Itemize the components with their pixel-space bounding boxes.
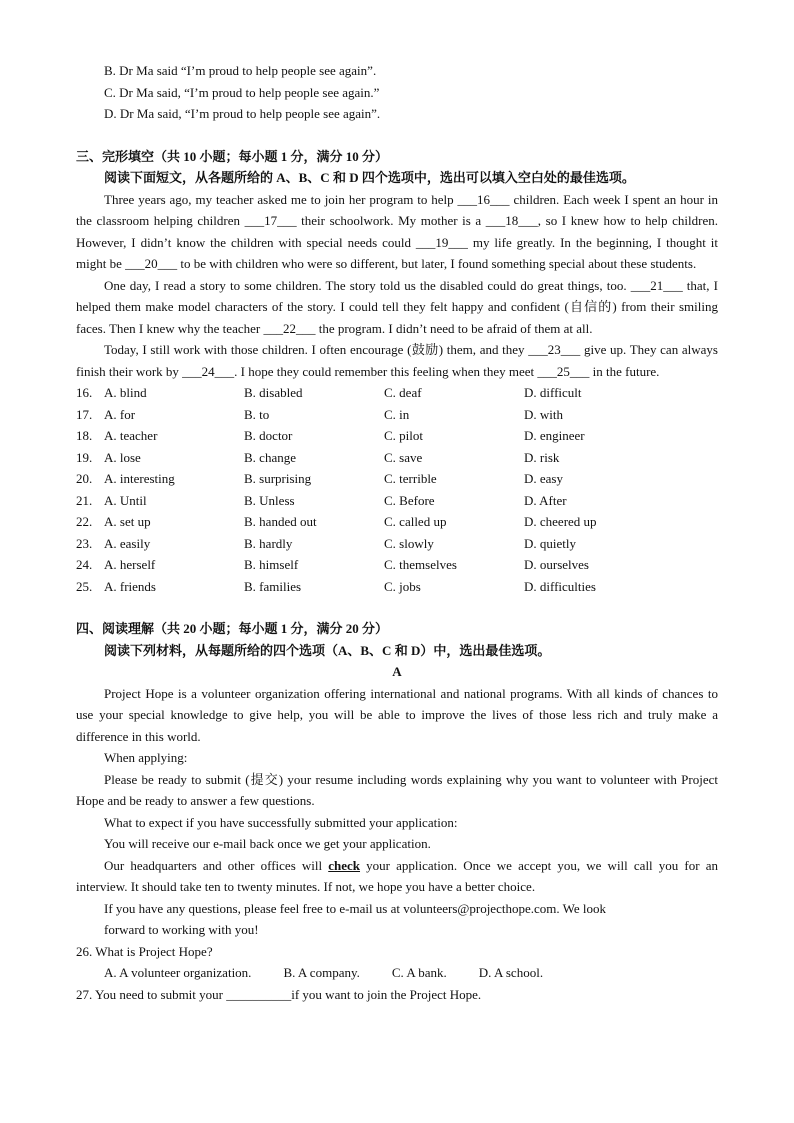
check-after: your application. Once we accept you, we will call you for an interview. It should take ten to twenty minutes. If not, we hope you have a better choice. — [76, 857, 718, 894]
question-number: 18. — [76, 428, 93, 443]
question-number: 23. — [76, 535, 93, 551]
question-number: 25. — [76, 578, 93, 594]
reading-instruction: 阅读下列材料，从每题所给的四个选项（A、B、C 和 D）中，选出最佳选项。 — [104, 642, 551, 658]
option-b: B. handed out — [244, 514, 317, 529]
option-a: A. interesting — [104, 471, 175, 486]
question-number: 19. — [76, 449, 93, 465]
option-a: A. Until — [104, 492, 147, 508]
cloze-section — [76, 146, 718, 598]
option-c: C. Dr Ma said, “I’m proud to help people see again.” — [104, 84, 380, 100]
option-b: B. disabled — [244, 385, 303, 400]
option-row — [76, 576, 718, 598]
cloze-instruction: 阅读下面短文，从各题所给的 A、B、C 和 D 四个选项中，选出可以填入空白处的最佳选项。 — [104, 170, 635, 185]
option-c: C. jobs — [384, 578, 421, 594]
option-b: B. surprising — [244, 471, 312, 486]
reading-section — [76, 618, 718, 1005]
question-number: 20. — [76, 471, 93, 486]
question-number: 17. — [76, 406, 93, 422]
option-b: B. to — [244, 406, 270, 422]
passage-intro: Project Hope is a volunteer organization offering international and national programs. With all kinds of chances to use your special knowledge to give help, you will be able to improve the lives of those less rich and truly make a difference in this world. — [76, 685, 718, 744]
option-b: B. himself — [244, 557, 299, 572]
q26-option-c: C. A bank. — [391, 965, 447, 980]
passage-a — [76, 683, 718, 941]
check-before: Our headquarters and other offices will — [104, 857, 329, 873]
q27-text-after: if you want to join the Project Hope. — [291, 986, 482, 1002]
question-26-options — [76, 962, 718, 984]
option-row — [76, 447, 718, 469]
option-c: C. pilot — [384, 428, 424, 443]
passage-receive: You will receive our e-mail back once we get your application. — [104, 836, 431, 851]
question-number: 22. — [76, 514, 93, 529]
cloze-paragraph: Three years ago, my teacher asked me to join her program to help ___16___ children. Each week I spent an hour in the classroom helping children ___17___ their schoolwork. My mother is a ___18___, so I knew how to help children. However, I didn’t know the children with special needs could ___19___ my life greatly. In the beginning, I thought it might be ___20___ to be with children who were so different, but later, I found something special about these students. — [76, 191, 718, 271]
option-a: A. lose — [104, 449, 141, 465]
option-d: D. difficulties — [524, 578, 596, 594]
option-d: D. easy — [524, 471, 563, 486]
passage-check — [76, 855, 718, 898]
question-number: 21. — [76, 492, 93, 508]
option-b: B. change — [244, 449, 296, 465]
cloze-heading: 三、完形填空（共 10 小题；每小题 1 分，满分 10 分） — [76, 148, 389, 164]
option-row — [76, 425, 718, 447]
option-d: D. difficult — [524, 385, 582, 400]
option-d: D. quietly — [524, 535, 576, 551]
option-b: B. families — [244, 578, 302, 594]
option-c: C. in — [384, 406, 410, 422]
option-c: C. save — [384, 449, 423, 465]
option-d: D. Dr Ma said, “I’m proud to help people see again”. — [104, 106, 381, 121]
cloze-options-table — [76, 382, 718, 597]
option-b: B. doctor — [244, 428, 293, 443]
option-d: D. engineer — [524, 428, 585, 443]
option-a: A. set up — [104, 514, 151, 529]
option-a: A. for — [104, 406, 136, 422]
option-a: A. teacher — [104, 428, 158, 443]
option-c: C. themselves — [384, 557, 457, 572]
passage-questions-line1: If you have any questions, please feel free to e-mail us at volunteers@projecthope.com. We look — [104, 900, 606, 916]
passage-submit: Please be ready to submit (提交) your resume including words explaining why you want to volunteer with Project Hope and be ready to answer a few questions. — [76, 771, 718, 808]
option-a: A. blind — [104, 385, 147, 400]
option-row — [76, 404, 718, 426]
option-row — [76, 533, 718, 555]
q26-option-b: B. A company. — [283, 965, 360, 980]
option-c: C. slowly — [384, 535, 434, 551]
option-d: D. ourselves — [524, 557, 589, 572]
option-d: D. risk — [524, 449, 560, 465]
option-row — [76, 490, 718, 512]
option-d: D. After — [524, 492, 567, 508]
option-c: C. terrible — [384, 471, 437, 486]
option-a: A. friends — [104, 578, 156, 594]
option-row — [76, 382, 718, 404]
question-27 — [76, 984, 718, 1006]
option-c: C. called up — [384, 514, 447, 529]
passage-label: A — [392, 664, 402, 679]
option-a: A. herself — [104, 557, 156, 572]
option-d: D. cheered up — [524, 514, 597, 529]
option-row — [76, 468, 718, 490]
option-a: A. easily — [104, 535, 151, 551]
option-b: B. hardly — [244, 535, 293, 551]
cloze-paragraph: One day, I read a story to some children. The story told us the disabled could do great things, too. ___21___ that, I helped them make model characters of the story. I could tell they felt happy and confident (自信的) from their smiling faces. Then I knew why the teacher ___22___ the program. I didn’t need to be afraid of them at all. — [76, 277, 718, 336]
option-b: B. Dr Ma said “I’m proud to help people see again”. — [104, 63, 377, 78]
q26-option-a: A. A volunteer organization. — [104, 965, 252, 980]
question-26: 26. What is Project Hope? — [76, 943, 213, 959]
option-row — [76, 511, 718, 533]
reading-heading: 四、阅读理解（共 20 小题；每小题 1 分，满分 20 分） — [76, 621, 389, 636]
option-c: C. Before — [384, 492, 435, 508]
option-b: B. Unless — [244, 492, 295, 508]
previous-question-options — [76, 60, 718, 125]
question-number: 24. — [76, 557, 93, 572]
check-word: check — [328, 857, 361, 873]
question-number: 16. — [76, 385, 93, 400]
option-row — [76, 554, 718, 576]
passage-expect: What to expect if you have successfully submitted your application: — [104, 814, 458, 830]
option-c: C. deaf — [384, 385, 422, 400]
passage-when-applying: When applying: — [104, 750, 188, 765]
passage-questions-line2: forward to working with you! — [104, 922, 259, 937]
cloze-passage — [76, 189, 718, 383]
q26-option-d: D. A school. — [478, 965, 544, 980]
cloze-paragraph: Today, I still work with those children. I often encourage (鼓励) them, and they ___23___ give up. They can always finish their work by ___24___. I hope they could remember this feeling when they meet ___25___ in the future. — [76, 342, 718, 379]
option-d: D. with — [524, 406, 563, 422]
q27-blank: __________ — [226, 986, 292, 1002]
q27-text: 27. You need to submit your — [76, 986, 227, 1002]
